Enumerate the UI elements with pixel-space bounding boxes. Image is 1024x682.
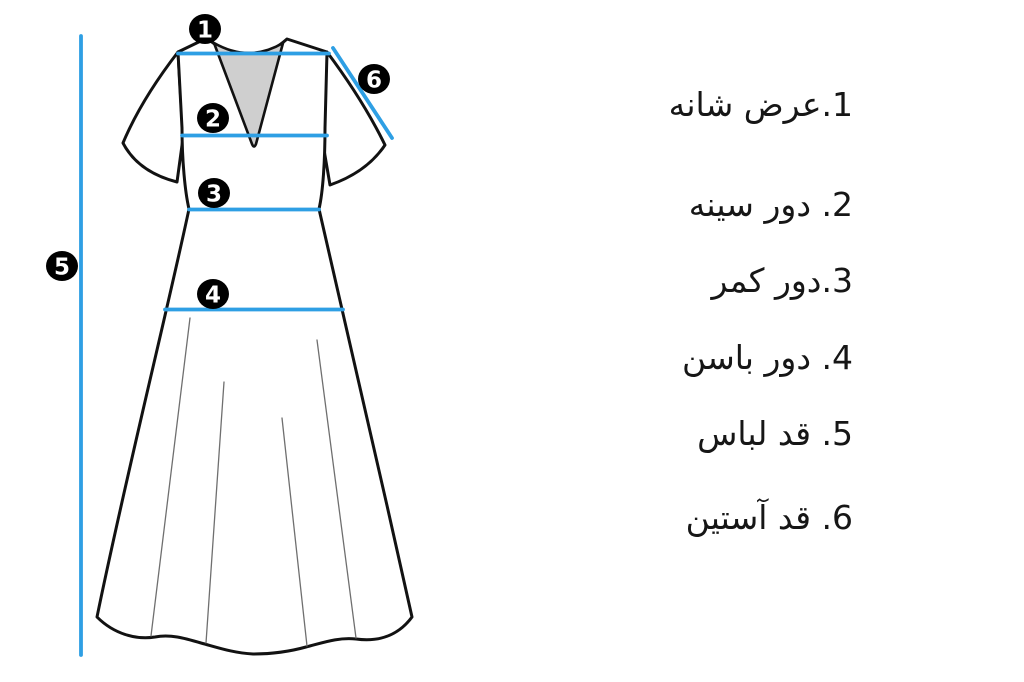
legend-item-sleeve-length: 6. قد آستین (685, 498, 853, 537)
marker-4-hip (197, 279, 229, 309)
marker-4-number: 4 (204, 282, 222, 309)
marker-6-sleeve (358, 64, 390, 94)
legend-item-dress-length: 5. قد لباس (697, 414, 853, 453)
marker-5-length (46, 251, 78, 281)
legend-item-waist: 3.دور کمر (711, 261, 853, 300)
marker-2-bust (197, 103, 229, 133)
left-sleeve (123, 52, 183, 182)
marker-1-shoulder (189, 14, 221, 44)
marker-2-number: 2 (204, 106, 222, 133)
marker-5-number: 5 (53, 254, 71, 281)
marker-3-waist (198, 178, 230, 208)
marker-3-number: 3 (205, 181, 223, 208)
measurement-legend (493, 0, 853, 682)
legend-item-shoulder-width: 1.عرض شانه (668, 85, 853, 124)
marker-6-number: 6 (365, 67, 383, 94)
legend-item-bust: 2. دور سینه (688, 185, 853, 224)
marker-1-number: 1 (196, 17, 214, 44)
legend-item-hip: 4. دور باسن (681, 338, 853, 377)
